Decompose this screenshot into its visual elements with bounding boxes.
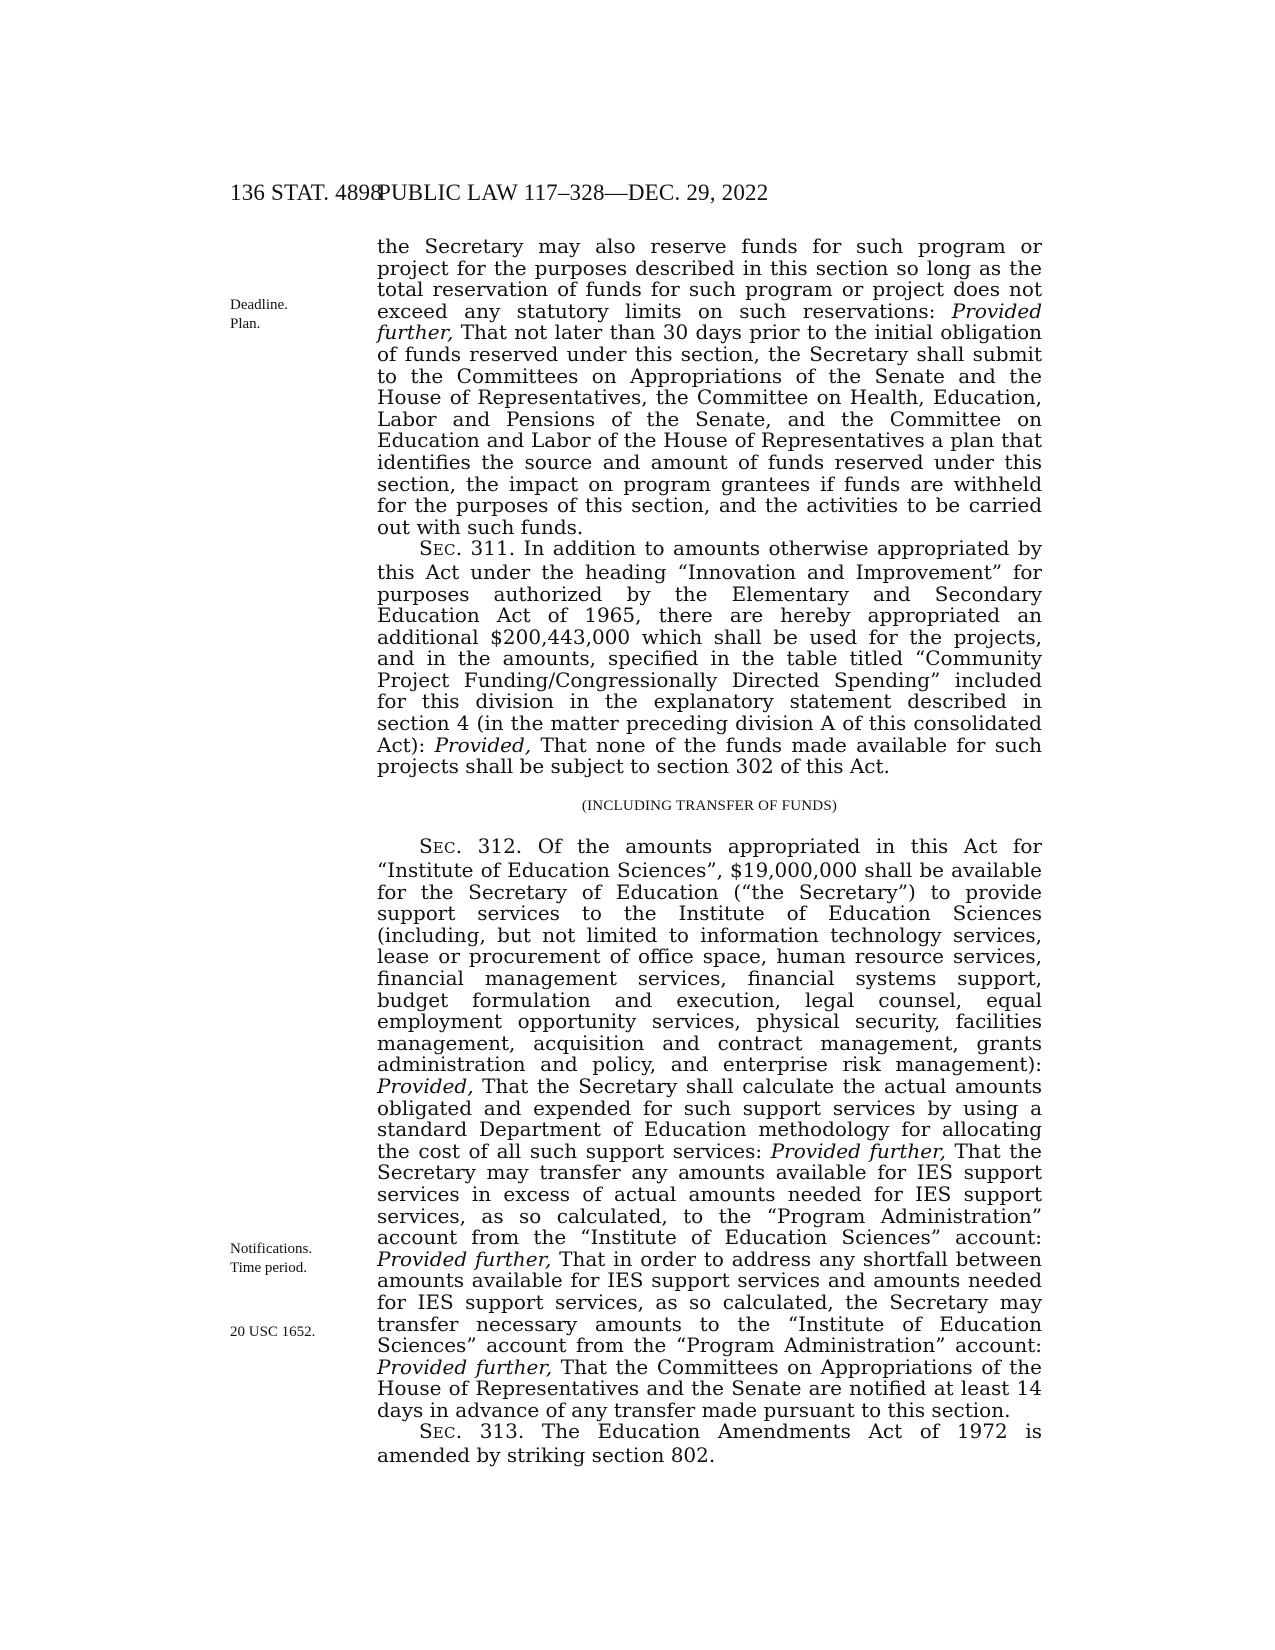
margin-note-deadline-plan bbox=[230, 296, 288, 334]
section-312: SEC. 312. Of the amounts appropriated in this Act for “Institute of Education Sciences”, $19,000,000 shall be available for the Secretary of Education (“the Secretary”) to provide support services to the Institute of Education Sciences (including, but not limited to information technology services, lease or procurement of office space, human resource services, financial management services, financial systems support, budget formulation and execution, legal counsel, equal employment opportunity services, physical security, facilities management, acquisition and contract management, grants administration and policy, and enterprise risk management): Provided, That the Secretary shall calculate the actual amounts obligated and expended for such support services by using a standard Department of Education methodology for allocating the cost of all such support services: Provided further, That the Secretary may transfer any amounts available for IES support services in excess of actual amounts needed for IES support services, as so calculated, to the “Program Administration” account from the “Institute of Education Sciences” account: Provided further, That in order to address any shortfall between amounts available for IES support services and amounts needed for IES support services, as so calculated, the Secretary may transfer necessary amounts to the “Institute of Education Sciences” account from the “Program Administration” account: Provided further, That the Committees on Appropriations of the House of Representatives and the Senate are notified at least 14 days in advance of any transfer made pursuant to this section. bbox=[377, 834, 1042, 1422]
page-header bbox=[230, 180, 1060, 220]
section-311: SEC. 311. In addition to amounts otherwise appropriated by this Act under the heading “Innovation and Improvement” for purposes authorized by the Elementary and Secondary Education Act of 1965, there are hereby appropriated an additional $200,443,000 which shall be used for the projects, and in the amounts, specified in the table titled “Community Project Funding/Congressionally Directed Spending” included for this division in the explanatory statement described in section 4 (in the matter preceding division A of this consolidated Act): Provided, That none of the funds made available for such projects shall be subject to section 302 of this Act. bbox=[377, 536, 1042, 779]
proviso-text: Provided further, bbox=[770, 1138, 946, 1163]
section-313: SEC. 313. The Education Amendments Act of 1972 is amended by striking section 802. bbox=[377, 1419, 1042, 1468]
margin-note-deadline: Deadline. bbox=[230, 297, 288, 313]
subheading-transfer-of-funds: (INCLUDING TRANSFER OF FUNDS) bbox=[581, 797, 838, 814]
proviso-text: Provided, bbox=[434, 732, 532, 757]
proviso-text: Provided further, bbox=[377, 1354, 553, 1379]
proviso-text: Provided further, bbox=[377, 298, 1042, 345]
public-law-title: PUBLIC LAW 117–328—DEC. 29, 2022 bbox=[378, 180, 769, 205]
margin-note-notifications bbox=[230, 1240, 312, 1278]
margin-note-usc bbox=[230, 1323, 315, 1342]
margin-note-plan: Plan. bbox=[230, 316, 261, 332]
margin-note-time-period: Time period. bbox=[230, 1260, 307, 1276]
proviso-text: Provided further, bbox=[377, 1246, 552, 1271]
stat-page-number: 136 STAT. 4898 bbox=[230, 180, 382, 205]
document-body bbox=[377, 236, 1042, 1467]
margin-note-usc-citation: 20 USC 1652. bbox=[230, 1324, 316, 1340]
proviso-text: Provided, bbox=[377, 1073, 474, 1098]
margin-note-notifications-label: Notifications. bbox=[230, 1241, 313, 1257]
paragraph-continuation: the Secretary may also reserve funds for such program or project for the purposes described in this section so long as the total reservation of funds for such program or project does not exceed any statutory limits on such reservations: Provided further, That not later than 30 days prior to the initial obligation of funds reserved under this section, the Secretary shall submit to the Committees on Appropriations of the Senate and the House of Representatives, the Committee on Health, Education, Labor and Pensions of the Senate, and the Committee on Education and Labor of the House of Representatives a plan that identifies the source and amount of funds reserved under this section, the impact on program grantees if funds are withheld for the purposes of this section, and the activities to be carried out with such funds. bbox=[377, 234, 1042, 539]
